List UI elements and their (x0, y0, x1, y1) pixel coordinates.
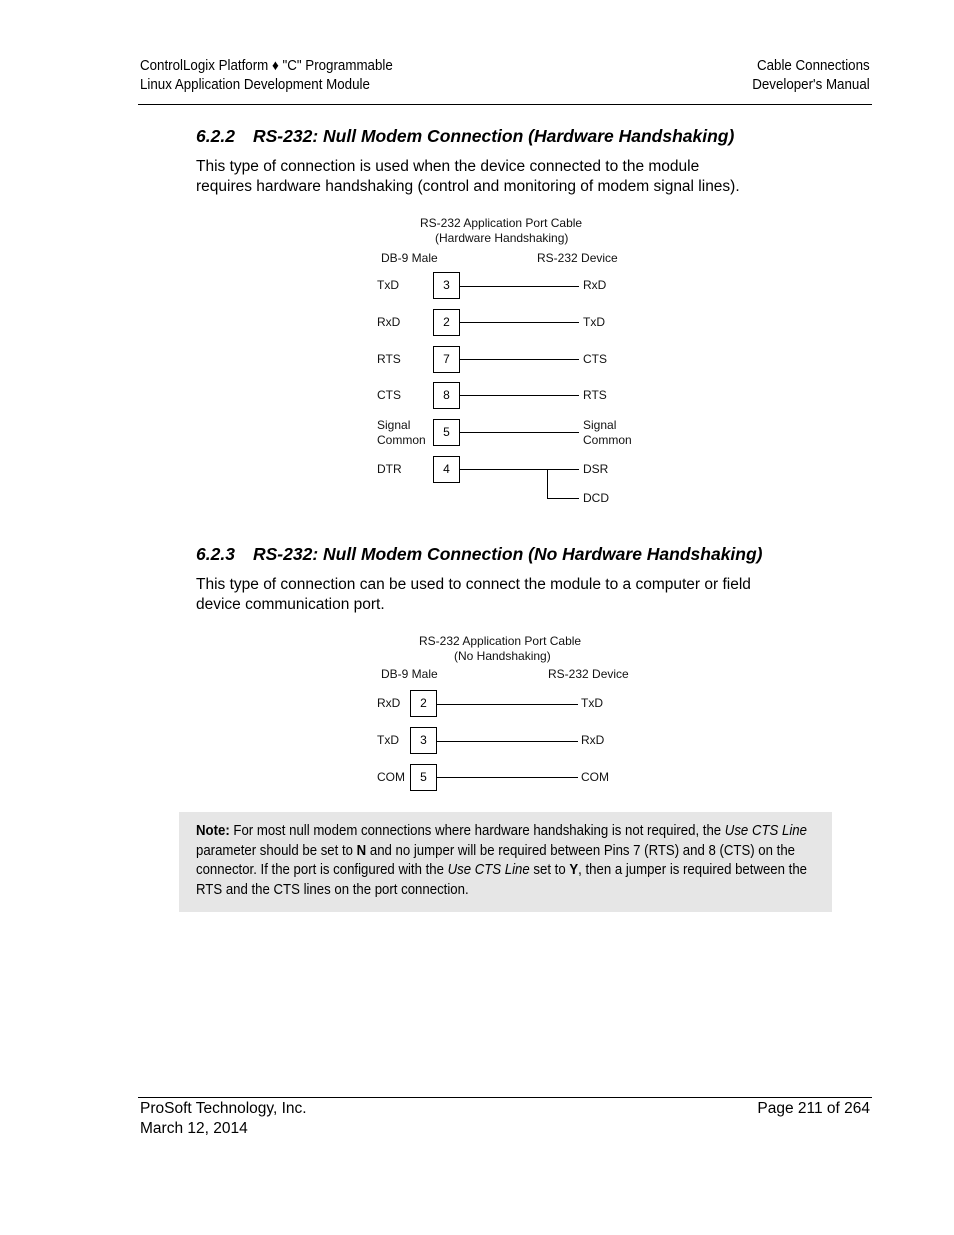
branch-wire (547, 498, 579, 499)
device-signal-label: RTS (583, 388, 607, 402)
section-title: RS-232: Null Modem Connection (No Hardware Handshaking) (253, 544, 763, 564)
pin-signal-label: Common (377, 433, 426, 447)
pin-signal-label: TxD (377, 733, 399, 747)
note-bold-value: Y (569, 862, 579, 879)
note-span: parameter should be set to (196, 842, 357, 859)
pin-signal-label: RxD (377, 315, 401, 329)
device-signal-label: DCD (583, 491, 609, 505)
pin-box: 4 (433, 456, 460, 483)
note-label: Note: (196, 823, 230, 839)
footer-rule (138, 1097, 872, 1098)
section-622-body (196, 157, 836, 197)
note-bold-value: N (356, 842, 367, 859)
connector-header: DB-9 Male (381, 251, 438, 265)
header-module-line: Linux Application Development Module (140, 77, 370, 93)
wire (460, 469, 579, 470)
header-manual-name: Developer's Manual (752, 77, 870, 93)
pin-signal-label: Signal (377, 418, 411, 432)
device-signal-label: RxD (581, 733, 605, 747)
diagram-subtitle: (No Handshaking) (454, 649, 551, 663)
diagram-subtitle: (Hardware Handshaking) (435, 231, 569, 245)
device-signal-label: Signal (583, 418, 617, 432)
section-heading-622 (196, 125, 734, 147)
note-span: and no jumper will be required between Pins 7 (RTS) and 8 (CTS) on the connector. If the port is configured with the (196, 842, 796, 879)
device-signal-label: DSR (583, 462, 609, 476)
note-span: set to (529, 862, 570, 879)
device-header: RS-232 Device (548, 667, 629, 681)
pin-box: 3 (410, 727, 437, 754)
note-span: For most null modem connections where hardware handshaking is not required, the (229, 823, 725, 839)
pin-box: 7 (433, 346, 460, 373)
device-signal-label: TxD (581, 696, 603, 710)
pin-signal-label: CTS (377, 388, 401, 402)
device-signal-label: RxD (583, 278, 607, 292)
pin-signal-label: DTR (377, 462, 402, 476)
footer-left (140, 1099, 307, 1139)
header-rule (138, 104, 872, 105)
pin-box: 2 (433, 309, 460, 336)
pin-signal-label: RxD (377, 696, 401, 710)
section-number: 6.2.2 (196, 126, 235, 146)
pin-box: 3 (433, 272, 460, 299)
running-header-left (140, 57, 393, 95)
connector-header: DB-9 Male (381, 667, 438, 681)
header-product-line: ControlLogix Platform ♦ "C" Programmable (140, 58, 393, 74)
body-line: requires hardware handshaking (control and monitoring of modem signal lines). (196, 178, 740, 195)
wire (460, 286, 579, 287)
wire (460, 359, 579, 360)
wire (460, 432, 579, 433)
wire (437, 704, 578, 705)
device-signal-label: CTS (583, 352, 607, 366)
pin-box: 8 (433, 382, 460, 409)
footer-right (757, 1099, 870, 1119)
section-623-body (196, 575, 836, 615)
device-header: RS-232 Device (537, 251, 618, 265)
section-title: RS-232: Null Modem Connection (Hardware Handshaking) (253, 126, 735, 146)
body-line: This type of connection can be used to connect the module to a computer or field (196, 576, 751, 593)
section-number: 6.2.3 (196, 544, 235, 564)
wire (460, 395, 579, 396)
branch-wire (547, 469, 548, 498)
pin-box: 5 (410, 764, 437, 791)
header-chapter: Cable Connections (757, 58, 870, 74)
device-signal-label: COM (581, 770, 609, 784)
device-signal-label: Common (583, 433, 632, 447)
running-header-right (753, 57, 870, 95)
note-span: , then a jumper is required between the RTS and the CTS lines on the port connection. (196, 862, 807, 899)
pin-signal-label: RTS (377, 352, 401, 366)
pin-box: 5 (433, 419, 460, 446)
note-italic-param: Use CTS Line (724, 823, 807, 839)
page-number: Page 211 of 264 (757, 1100, 870, 1117)
note-italic-param: Use CTS Line (447, 862, 530, 879)
device-signal-label: TxD (583, 315, 605, 329)
body-line: device communication port. (196, 596, 385, 613)
note-box (179, 812, 832, 912)
body-line: This type of connection is used when the device connected to the module (196, 158, 700, 175)
footer-date: March 12, 2014 (140, 1120, 248, 1137)
diagram-title: RS-232 Application Port Cable (420, 216, 583, 230)
section-heading-623 (196, 543, 763, 565)
pin-signal-label: TxD (377, 278, 399, 292)
pin-signal-label: COM (377, 770, 405, 784)
note-text (196, 822, 813, 901)
footer-company: ProSoft Technology, Inc. (140, 1100, 307, 1117)
diagram-title: RS-232 Application Port Cable (419, 634, 582, 648)
wire (460, 322, 579, 323)
wire (437, 741, 578, 742)
wire (437, 777, 578, 778)
pin-box: 2 (410, 690, 437, 717)
